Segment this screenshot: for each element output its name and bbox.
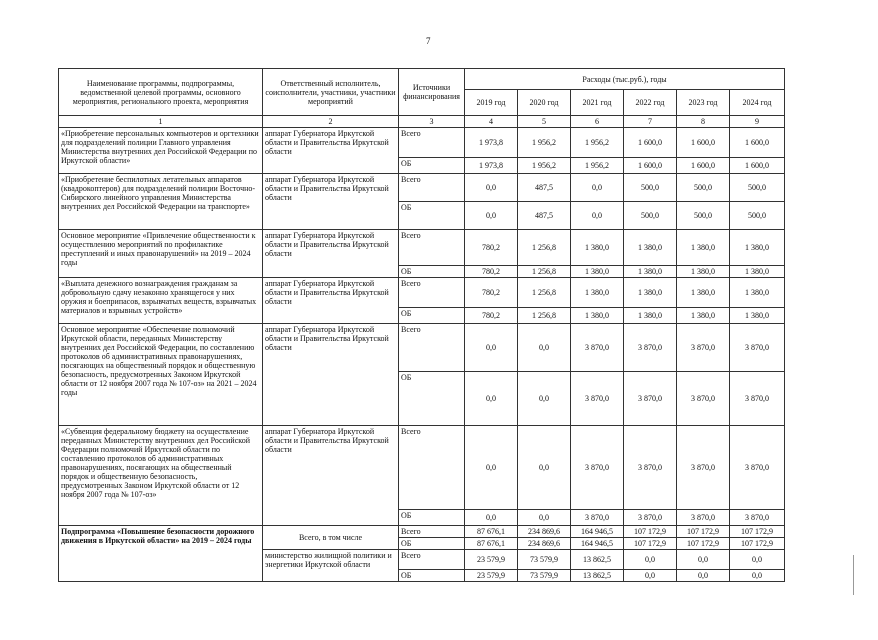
row-source: ОБ (399, 372, 465, 426)
row-source: Всего (399, 550, 465, 570)
value-cell: 87 676,1 (465, 526, 518, 538)
value-cell: 107 172,9 (730, 538, 785, 550)
value-cell: 487,5 (518, 174, 571, 202)
row-source: Всего (399, 426, 465, 510)
header-year: 2024 год (730, 90, 785, 116)
value-cell: 1 380,0 (677, 308, 730, 324)
value-cell: 780,2 (465, 278, 518, 308)
value-cell: 1 380,0 (571, 278, 624, 308)
value-cell: 1 380,0 (624, 278, 677, 308)
row-executor: аппарат Губернатора Иркутской области и Правительства Иркутской области (263, 278, 399, 324)
value-cell: 107 172,9 (624, 538, 677, 550)
value-cell: 1 600,0 (677, 158, 730, 174)
value-cell: 107 172,9 (624, 526, 677, 538)
value-cell: 500,0 (624, 202, 677, 230)
page-edge-mark (853, 555, 857, 595)
column-index: 1 (59, 116, 263, 128)
value-cell: 3 870,0 (571, 372, 624, 426)
value-cell: 3 870,0 (624, 324, 677, 372)
value-cell: 0,0 (624, 550, 677, 570)
row-source: Всего (399, 278, 465, 308)
value-cell: 3 870,0 (571, 510, 624, 526)
subprogram-total-label: Всего, в том числе (263, 526, 399, 550)
value-cell: 1 380,0 (571, 266, 624, 278)
value-cell: 0,0 (518, 510, 571, 526)
value-cell: 3 870,0 (677, 324, 730, 372)
value-cell: 0,0 (730, 550, 785, 570)
value-cell: 780,2 (465, 308, 518, 324)
value-cell: 487,5 (518, 202, 571, 230)
value-cell: 500,0 (677, 202, 730, 230)
value-cell: 0,0 (571, 174, 624, 202)
header-year: 2021 год (571, 90, 624, 116)
page-number: 7 (426, 36, 431, 46)
value-cell: 3 870,0 (571, 426, 624, 510)
row-executor: аппарат Губернатора Иркутской области и Правительства Иркутской области (263, 426, 399, 526)
value-cell: 3 870,0 (730, 324, 785, 372)
value-cell: 1 600,0 (730, 158, 785, 174)
value-cell: 1 256,8 (518, 230, 571, 266)
row-executor: аппарат Губернатора Иркутской области и Правительства Иркутской области (263, 174, 399, 230)
value-cell: 3 870,0 (571, 324, 624, 372)
value-cell: 0,0 (677, 570, 730, 582)
row-executor: аппарат Губернатора Иркутской области и Правительства Иркутской области (263, 128, 399, 174)
value-cell: 3 870,0 (677, 426, 730, 510)
value-cell: 1 380,0 (624, 308, 677, 324)
value-cell: 1 256,8 (518, 266, 571, 278)
value-cell: 1 956,2 (571, 128, 624, 158)
row-source: Всего (399, 174, 465, 202)
table-row (59, 426, 785, 510)
value-cell: 500,0 (677, 174, 730, 202)
row-source: Всего (399, 128, 465, 158)
value-cell: 73 579,9 (518, 550, 571, 570)
row-source: ОБ (399, 202, 465, 230)
value-cell: 107 172,9 (677, 538, 730, 550)
table-row (59, 526, 785, 538)
table-row (59, 278, 785, 308)
value-cell: 3 870,0 (730, 510, 785, 526)
value-cell: 23 579,9 (465, 570, 518, 582)
row-executor: аппарат Губернатора Иркутской области и Правительства Иркутской области (263, 230, 399, 278)
value-cell: 1 380,0 (730, 230, 785, 266)
value-cell: 1 380,0 (571, 308, 624, 324)
table-row (59, 174, 785, 202)
row-name: «Приобретение беспилотных летательных аппаратов (квадрокоптеров) для подразделений полиции Восточно-Сибирского линейного управления Министерства внутренних дел Российской Федерации на транспорте» (59, 174, 263, 230)
value-cell: 164 946,5 (571, 526, 624, 538)
value-cell: 87 676,1 (465, 538, 518, 550)
value-cell: 1 380,0 (571, 230, 624, 266)
value-cell: 1 973,8 (465, 128, 518, 158)
value-cell: 0,0 (465, 202, 518, 230)
value-cell: 0,0 (465, 426, 518, 510)
table-row (59, 230, 785, 266)
value-cell: 23 579,9 (465, 550, 518, 570)
row-name: Основное мероприятие «Обеспечение полномочий Иркутской области, переданных Министерству внутренних дел Российской Федерации, по составлению протоколов об административных правонарушениях, посягающих на общественный порядок и общественную безопасность, предусмотренных Законом Иркутской области от 12 ноября 2007 года № 107-оз» на 2021 – 2024 годы (59, 324, 263, 426)
value-cell: 13 862,5 (571, 570, 624, 582)
row-name: Основное мероприятие «Привлечение общественности к осуществлению мероприятий по профилактике преступлений и иных правонарушений» на 2019 – 2024 годы (59, 230, 263, 278)
row-name: «Приобретение персональных компьютеров и оргтехники для подразделений полиции Главного управления Министерства внутренних дел Российской Федерации по Иркутской области» (59, 128, 263, 174)
row-source: Всего (399, 324, 465, 372)
table-row (59, 128, 785, 158)
column-index: 5 (518, 116, 571, 128)
value-cell: 1 380,0 (730, 266, 785, 278)
value-cell: 107 172,9 (730, 526, 785, 538)
value-cell: 0,0 (465, 174, 518, 202)
value-cell: 500,0 (730, 202, 785, 230)
header-year: 2022 год (624, 90, 677, 116)
value-cell: 1 600,0 (730, 128, 785, 158)
row-name: «Субвенция федеральному бюджету на осуществление переданных Министерству внутренних дел Российской Федерации полномочий Иркутской области по составлению протоколов об административных правонарушениях, посягающих на общественный порядок и общественную безопасность, предусмотренных Законом Иркутской области от 12 ноября 2007 года № 107-оз» (59, 426, 263, 526)
budget-table (58, 68, 785, 582)
ministry-executor: министерство жилищной политики и энергетики Иркутской области (263, 550, 399, 582)
value-cell: 0,0 (518, 372, 571, 426)
header-source: Источники финансирования (399, 69, 465, 116)
row-name: «Выплата денежного вознаграждения гражданам за добровольную сдачу незаконно хранящегося у них оружия и боеприпасов, взрывчатых веществ, взрывчатых материалов и взрывных устройств» (59, 278, 263, 324)
value-cell: 3 870,0 (677, 510, 730, 526)
header-expenses: Расходы (тыс.руб.), годы (465, 69, 785, 90)
value-cell: 500,0 (730, 174, 785, 202)
value-cell: 3 870,0 (624, 372, 677, 426)
value-cell: 164 946,5 (571, 538, 624, 550)
value-cell: 1 380,0 (730, 278, 785, 308)
row-source: ОБ (399, 538, 465, 550)
value-cell: 0,0 (465, 324, 518, 372)
value-cell: 1 256,8 (518, 278, 571, 308)
subprogram-name: Подпрограмма «Повышение безопасности дорожного движения в Иркутской области» на 2019 – 2024 годы (59, 526, 263, 582)
value-cell: 1 600,0 (624, 128, 677, 158)
value-cell: 0,0 (624, 570, 677, 582)
value-cell: 1 956,2 (518, 128, 571, 158)
value-cell: 3 870,0 (624, 510, 677, 526)
value-cell: 780,2 (465, 266, 518, 278)
column-index: 3 (399, 116, 465, 128)
header-year: 2023 год (677, 90, 730, 116)
value-cell: 3 870,0 (730, 372, 785, 426)
row-source: ОБ (399, 308, 465, 324)
value-cell: 1 380,0 (624, 230, 677, 266)
column-index: 9 (730, 116, 785, 128)
value-cell: 234 869,6 (518, 526, 571, 538)
value-cell: 0,0 (571, 202, 624, 230)
value-cell: 500,0 (624, 174, 677, 202)
row-executor: аппарат Губернатора Иркутской области и Правительства Иркутской области (263, 324, 399, 426)
row-source: ОБ (399, 510, 465, 526)
column-index: 2 (263, 116, 399, 128)
value-cell: 0,0 (465, 372, 518, 426)
value-cell: 0,0 (518, 426, 571, 510)
row-source: Всего (399, 230, 465, 266)
table-row (59, 324, 785, 372)
value-cell: 73 579,9 (518, 570, 571, 582)
value-cell: 1 380,0 (730, 308, 785, 324)
column-index: 8 (677, 116, 730, 128)
value-cell: 107 172,9 (677, 526, 730, 538)
row-source: ОБ (399, 570, 465, 582)
value-cell: 1 600,0 (624, 158, 677, 174)
value-cell: 1 380,0 (677, 230, 730, 266)
value-cell: 1 380,0 (677, 266, 730, 278)
value-cell: 1 256,8 (518, 308, 571, 324)
value-cell: 3 870,0 (624, 426, 677, 510)
value-cell: 780,2 (465, 230, 518, 266)
value-cell: 0,0 (465, 510, 518, 526)
value-cell: 1 973,8 (465, 158, 518, 174)
value-cell: 234 869,6 (518, 538, 571, 550)
header-executor: Ответственный исполнитель, соисполнители, участники, участники мероприятий (263, 69, 399, 116)
value-cell: 1 380,0 (677, 278, 730, 308)
value-cell: 0,0 (518, 324, 571, 372)
value-cell: 1 380,0 (624, 266, 677, 278)
column-index: 4 (465, 116, 518, 128)
row-source: ОБ (399, 158, 465, 174)
column-index: 6 (571, 116, 624, 128)
row-source: ОБ (399, 266, 465, 278)
value-cell: 0,0 (730, 570, 785, 582)
value-cell: 1 956,2 (571, 158, 624, 174)
column-index: 7 (624, 116, 677, 128)
header-year: 2019 год (465, 90, 518, 116)
value-cell: 3 870,0 (677, 372, 730, 426)
header-name: Наименование программы, подпрограммы, ведомственной целевой программы, основного мероприятия, регионального проекта, мероприятия (59, 69, 263, 116)
value-cell: 3 870,0 (730, 426, 785, 510)
row-source: Всего (399, 526, 465, 538)
value-cell: 0,0 (677, 550, 730, 570)
value-cell: 1 956,2 (518, 158, 571, 174)
value-cell: 1 600,0 (677, 128, 730, 158)
header-year: 2020 год (518, 90, 571, 116)
value-cell: 13 862,5 (571, 550, 624, 570)
